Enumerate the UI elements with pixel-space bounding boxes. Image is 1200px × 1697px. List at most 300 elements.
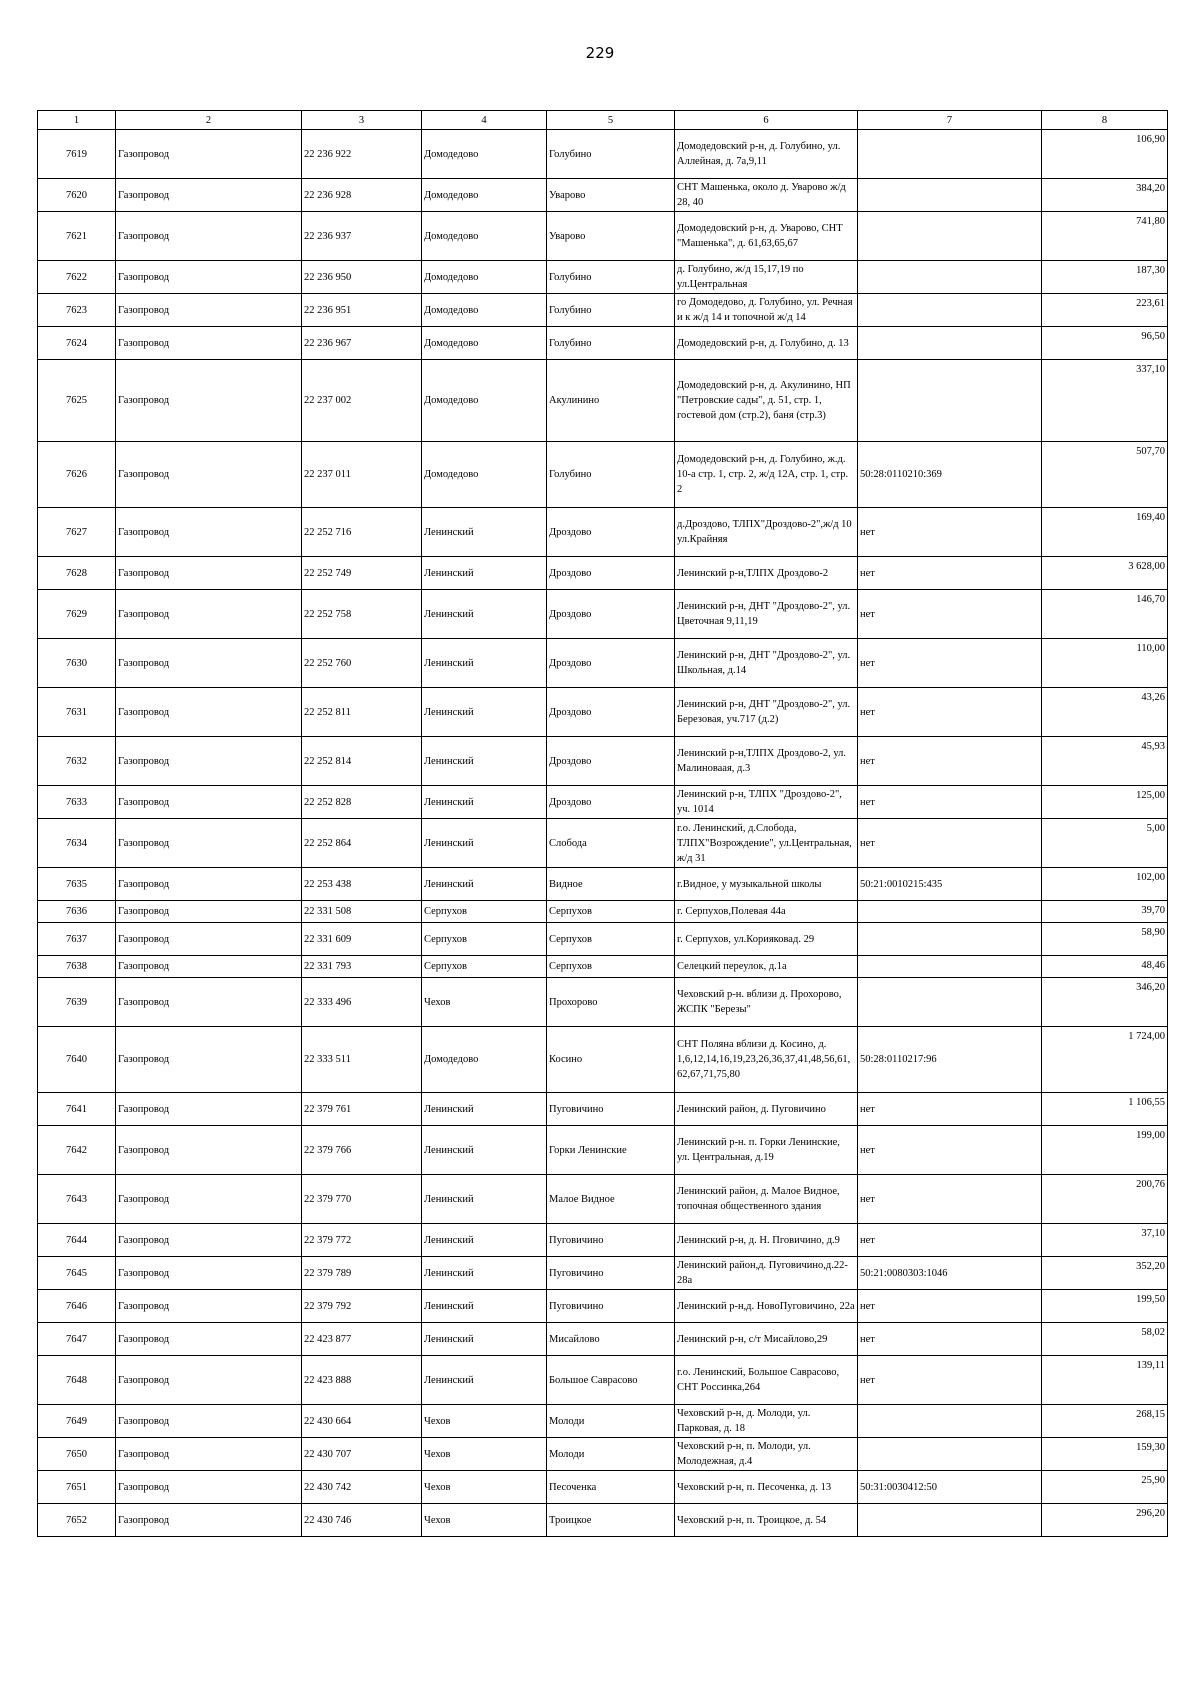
table-row <box>38 1504 1168 1537</box>
locality-cell: Мисайлово <box>547 1323 675 1356</box>
locality-cell: Голубино <box>547 130 675 179</box>
object-code-cell: 22 236 950 <box>302 261 422 294</box>
row-number-cell: 7650 <box>38 1438 116 1471</box>
address-cell: Ленинский р-н, ДНТ "Дроздово-2", ул. Школьная, д.14 <box>675 639 858 688</box>
address-cell: Ленинский р-н. п. Горки Ленинские, ул. Центральная, д.19 <box>675 1126 858 1175</box>
cadastral-number-cell: 50:21:0080303:1046 <box>858 1257 1042 1290</box>
locality-cell: Голубино <box>547 442 675 508</box>
value-cell: 384,20 <box>1042 179 1168 212</box>
row-number-cell: 7643 <box>38 1175 116 1224</box>
address-cell: Селецкий переулок, д.1а <box>675 956 858 978</box>
row-number-cell: 7619 <box>38 130 116 179</box>
value-cell: 43,26 <box>1042 688 1168 737</box>
district-cell: Чехов <box>422 1438 547 1471</box>
locality-cell: Видное <box>547 868 675 901</box>
district-cell: Чехов <box>422 1471 547 1504</box>
district-cell: Ленинский <box>422 868 547 901</box>
table-row <box>38 901 1168 923</box>
district-cell: Ленинский <box>422 819 547 868</box>
cadastral-number-cell: нет <box>858 1175 1042 1224</box>
locality-cell: Дроздово <box>547 590 675 639</box>
row-number-cell: 7621 <box>38 212 116 261</box>
cadastral-number-cell <box>858 1504 1042 1537</box>
locality-cell: Дроздово <box>547 639 675 688</box>
row-number-cell: 7649 <box>38 1405 116 1438</box>
object-type-cell: Газопровод <box>116 1027 302 1093</box>
cadastral-number-cell <box>858 956 1042 978</box>
value-cell: 352,20 <box>1042 1257 1168 1290</box>
address-cell: Чеховский р-н, п. Троицкое, д. 54 <box>675 1504 858 1537</box>
row-number-cell: 7648 <box>38 1356 116 1405</box>
locality-cell: Дроздово <box>547 508 675 557</box>
district-cell: Ленинский <box>422 639 547 688</box>
address-cell: д. Голубино, ж/д 15,17,19 по ул.Центральная <box>675 261 858 294</box>
cadastral-number-cell <box>858 901 1042 923</box>
cadastral-number-cell <box>858 294 1042 327</box>
table-row <box>38 1323 1168 1356</box>
table-row <box>38 327 1168 360</box>
locality-cell: Горки Ленинские <box>547 1126 675 1175</box>
value-cell: 146,70 <box>1042 590 1168 639</box>
locality-cell: Дроздово <box>547 786 675 819</box>
table-row <box>38 1027 1168 1093</box>
object-code-cell: 22 237 002 <box>302 360 422 442</box>
value-cell: 48,46 <box>1042 956 1168 978</box>
object-type-cell: Газопровод <box>116 261 302 294</box>
district-cell: Ленинский <box>422 1323 547 1356</box>
district-cell: Ленинский <box>422 590 547 639</box>
locality-cell: Голубино <box>547 327 675 360</box>
cadastral-number-cell <box>858 212 1042 261</box>
locality-cell: Серпухов <box>547 956 675 978</box>
row-number-cell: 7645 <box>38 1257 116 1290</box>
value-cell: 125,00 <box>1042 786 1168 819</box>
row-number-cell: 7646 <box>38 1290 116 1323</box>
value-cell: 58,90 <box>1042 923 1168 956</box>
object-code-cell: 22 252 828 <box>302 786 422 819</box>
object-code-cell: 22 379 770 <box>302 1175 422 1224</box>
table-row <box>38 868 1168 901</box>
district-cell: Серпухов <box>422 956 547 978</box>
object-type-cell: Газопровод <box>116 901 302 923</box>
locality-cell: Серпухов <box>547 901 675 923</box>
table-row <box>38 639 1168 688</box>
locality-cell: Песоченка <box>547 1471 675 1504</box>
value-cell: 296,20 <box>1042 1504 1168 1537</box>
object-code-cell: 22 236 951 <box>302 294 422 327</box>
district-cell: Чехов <box>422 978 547 1027</box>
value-cell: 1 724,00 <box>1042 1027 1168 1093</box>
cadastral-number-cell <box>858 130 1042 179</box>
object-type-cell: Газопровод <box>116 212 302 261</box>
district-cell: Домодедово <box>422 212 547 261</box>
district-cell: Ленинский <box>422 1093 547 1126</box>
district-cell: Домодедово <box>422 360 547 442</box>
object-code-cell: 22 236 928 <box>302 179 422 212</box>
address-cell: СНТ Машенька, около д. Уварово ж/д 28, 40 <box>675 179 858 212</box>
value-cell: 58,02 <box>1042 1323 1168 1356</box>
object-code-cell: 22 252 716 <box>302 508 422 557</box>
district-cell: Ленинский <box>422 1290 547 1323</box>
locality-cell: Слобода <box>547 819 675 868</box>
row-number-cell: 7628 <box>38 557 116 590</box>
row-number-cell: 7647 <box>38 1323 116 1356</box>
value-cell: 507,70 <box>1042 442 1168 508</box>
object-code-cell: 22 252 814 <box>302 737 422 786</box>
table-row <box>38 956 1168 978</box>
object-code-cell: 22 331 793 <box>302 956 422 978</box>
value-cell: 346,20 <box>1042 978 1168 1027</box>
object-type-cell: Газопровод <box>116 639 302 688</box>
table-row <box>38 261 1168 294</box>
object-code-cell: 22 430 664 <box>302 1405 422 1438</box>
row-number-cell: 7630 <box>38 639 116 688</box>
table-row <box>38 130 1168 179</box>
value-cell: 337,10 <box>1042 360 1168 442</box>
object-type-cell: Газопровод <box>116 1438 302 1471</box>
object-code-cell: 22 379 761 <box>302 1093 422 1126</box>
cadastral-number-cell <box>858 923 1042 956</box>
cadastral-number-cell <box>858 261 1042 294</box>
address-cell: Чеховский р-н, д. Молоди, ул. Парковая, д. 18 <box>675 1405 858 1438</box>
object-type-cell: Газопровод <box>116 1405 302 1438</box>
row-number-cell: 7642 <box>38 1126 116 1175</box>
district-cell: Ленинский <box>422 557 547 590</box>
object-type-cell: Газопровод <box>116 1504 302 1537</box>
object-code-cell: 22 430 742 <box>302 1471 422 1504</box>
object-type-cell: Газопровод <box>116 327 302 360</box>
row-number-cell: 7639 <box>38 978 116 1027</box>
address-cell: Ленинский район, д. Малое Видное, топочная общественного здания <box>675 1175 858 1224</box>
registry-table <box>37 110 1168 1537</box>
object-code-cell: 22 333 511 <box>302 1027 422 1093</box>
address-cell: Домодедовский р-н, д. Голубино, д. 13 <box>675 327 858 360</box>
value-cell: 139,11 <box>1042 1356 1168 1405</box>
row-number-cell: 7631 <box>38 688 116 737</box>
column-header: 3 <box>302 111 422 130</box>
district-cell: Серпухов <box>422 923 547 956</box>
object-type-cell: Газопровод <box>116 1356 302 1405</box>
table-row <box>38 1126 1168 1175</box>
row-number-cell: 7641 <box>38 1093 116 1126</box>
object-type-cell: Газопровод <box>116 688 302 737</box>
table-row <box>38 360 1168 442</box>
object-code-cell: 22 430 746 <box>302 1504 422 1537</box>
locality-cell: Большое Саврасово <box>547 1356 675 1405</box>
object-type-cell: Газопровод <box>116 179 302 212</box>
row-number-cell: 7652 <box>38 1504 116 1537</box>
address-cell: Ленинский р-н,д. НовоПуговичино, 22а <box>675 1290 858 1323</box>
district-cell: Ленинский <box>422 688 547 737</box>
cadastral-number-cell: нет <box>858 688 1042 737</box>
district-cell: Ленинский <box>422 1175 547 1224</box>
object-type-cell: Газопровод <box>116 1290 302 1323</box>
row-number-cell: 7635 <box>38 868 116 901</box>
column-header: 5 <box>547 111 675 130</box>
object-code-cell: 22 379 789 <box>302 1257 422 1290</box>
object-type-cell: Газопровод <box>116 442 302 508</box>
cadastral-number-cell <box>858 978 1042 1027</box>
value-cell: 199,50 <box>1042 1290 1168 1323</box>
address-cell: Ленинский р-н, ДНТ "Дроздово-2", ул. Березовая, уч.717 (д.2) <box>675 688 858 737</box>
table-row <box>38 1438 1168 1471</box>
address-cell: Домодедовский р-н, д. Уварово, СНТ "Машенька", д. 61,63,65,67 <box>675 212 858 261</box>
table-row <box>38 1175 1168 1224</box>
cadastral-number-cell: нет <box>858 1356 1042 1405</box>
locality-cell: Молоди <box>547 1405 675 1438</box>
locality-cell: Уварово <box>547 179 675 212</box>
table-row <box>38 786 1168 819</box>
object-code-cell: 22 236 922 <box>302 130 422 179</box>
cadastral-number-cell: нет <box>858 786 1042 819</box>
cadastral-number-cell: нет <box>858 1126 1042 1175</box>
district-cell: Чехов <box>422 1504 547 1537</box>
table-row <box>38 1405 1168 1438</box>
value-cell: 25,90 <box>1042 1471 1168 1504</box>
object-code-cell: 22 252 758 <box>302 590 422 639</box>
address-cell: Домодедовский р-н, д. Акулинино, НП "Петровские сады", д. 51, стр. 1, гостевой дом (стр.2), баня (стр.3) <box>675 360 858 442</box>
object-type-cell: Газопровод <box>116 557 302 590</box>
value-cell: 159,30 <box>1042 1438 1168 1471</box>
address-cell: Ленинский р-н,ТЛПХ Дроздово-2 <box>675 557 858 590</box>
table-row <box>38 819 1168 868</box>
object-code-cell: 22 333 496 <box>302 978 422 1027</box>
table-row <box>38 508 1168 557</box>
row-number-cell: 7644 <box>38 1224 116 1257</box>
table-row <box>38 1290 1168 1323</box>
object-type-cell: Газопровод <box>116 1093 302 1126</box>
value-cell: 37,10 <box>1042 1224 1168 1257</box>
locality-cell: Малое Видное <box>547 1175 675 1224</box>
district-cell: Домодедово <box>422 179 547 212</box>
object-code-cell: 22 252 760 <box>302 639 422 688</box>
value-cell: 169,40 <box>1042 508 1168 557</box>
district-cell: Ленинский <box>422 508 547 557</box>
district-cell: Ленинский <box>422 1356 547 1405</box>
cadastral-number-cell: нет <box>858 737 1042 786</box>
address-cell: г.о. Ленинский, Большое Саврасово, СНТ Россинка,264 <box>675 1356 858 1405</box>
locality-cell: Дроздово <box>547 688 675 737</box>
object-type-cell: Газопровод <box>116 923 302 956</box>
value-cell: 96,50 <box>1042 327 1168 360</box>
cadastral-number-cell: 50:28:0110217:96 <box>858 1027 1042 1093</box>
address-cell: г. Серпухов, ул.Корияковад. 29 <box>675 923 858 956</box>
district-cell: Ленинский <box>422 1257 547 1290</box>
object-type-cell: Газопровод <box>116 1175 302 1224</box>
address-cell: Ленинский р-н, ТЛПХ "Дроздово-2", уч. 1014 <box>675 786 858 819</box>
object-type-cell: Газопровод <box>116 1257 302 1290</box>
address-cell: г.Видное, у музыкальной школы <box>675 868 858 901</box>
table-row <box>38 179 1168 212</box>
address-cell: д.Дроздово, ТЛПХ"Дроздово-2",ж/д 10 ул.Крайняя <box>675 508 858 557</box>
district-cell: Домодедово <box>422 1027 547 1093</box>
cadastral-number-cell: нет <box>858 819 1042 868</box>
district-cell: Ленинский <box>422 786 547 819</box>
address-cell: Ленинский район, д. Пуговичино <box>675 1093 858 1126</box>
locality-cell: Уварово <box>547 212 675 261</box>
row-number-cell: 7622 <box>38 261 116 294</box>
district-cell: Домодедово <box>422 261 547 294</box>
row-number-cell: 7640 <box>38 1027 116 1093</box>
value-cell: 39,70 <box>1042 901 1168 923</box>
row-number-cell: 7623 <box>38 294 116 327</box>
locality-cell: Пуговичино <box>547 1093 675 1126</box>
table-row <box>38 737 1168 786</box>
value-cell: 187,30 <box>1042 261 1168 294</box>
value-cell: 223,61 <box>1042 294 1168 327</box>
value-cell: 199,00 <box>1042 1126 1168 1175</box>
address-cell: Ленинский район,д. Пуговичино,д.22-28а <box>675 1257 858 1290</box>
address-cell: Ленинский р-н, ДНТ "Дроздово-2", ул. Цветочная 9,11,19 <box>675 590 858 639</box>
object-type-cell: Газопровод <box>116 360 302 442</box>
row-number-cell: 7620 <box>38 179 116 212</box>
locality-cell: Дроздово <box>547 557 675 590</box>
row-number-cell: 7625 <box>38 360 116 442</box>
district-cell: Серпухов <box>422 901 547 923</box>
row-number-cell: 7626 <box>38 442 116 508</box>
value-cell: 200,76 <box>1042 1175 1168 1224</box>
object-code-cell: 22 430 707 <box>302 1438 422 1471</box>
value-cell: 1 106,55 <box>1042 1093 1168 1126</box>
cadastral-number-cell: нет <box>858 1093 1042 1126</box>
object-code-cell: 22 236 967 <box>302 327 422 360</box>
cadastral-number-cell: нет <box>858 639 1042 688</box>
address-cell: Ленинский р-н,ТЛПХ Дроздово-2, ул. Малиноваая, д.3 <box>675 737 858 786</box>
column-header: 8 <box>1042 111 1168 130</box>
value-cell: 45,93 <box>1042 737 1168 786</box>
address-cell: Ленинский р-н, д. Н. Пговичино, д.9 <box>675 1224 858 1257</box>
value-cell: 5,00 <box>1042 819 1168 868</box>
column-header: 7 <box>858 111 1042 130</box>
locality-cell: Пуговичино <box>547 1290 675 1323</box>
locality-cell: Молоди <box>547 1438 675 1471</box>
locality-cell: Прохорово <box>547 978 675 1027</box>
district-cell: Ленинский <box>422 1224 547 1257</box>
object-type-cell: Газопровод <box>116 1471 302 1504</box>
value-cell: 268,15 <box>1042 1405 1168 1438</box>
object-type-cell: Газопровод <box>116 1323 302 1356</box>
object-code-cell: 22 379 792 <box>302 1290 422 1323</box>
column-header: 2 <box>116 111 302 130</box>
cadastral-number-cell: нет <box>858 1323 1042 1356</box>
table-row <box>38 590 1168 639</box>
object-type-cell: Газопровод <box>116 868 302 901</box>
row-number-cell: 7624 <box>38 327 116 360</box>
district-cell: Домодедово <box>422 327 547 360</box>
cadastral-number-cell: нет <box>858 508 1042 557</box>
object-code-cell: 22 252 811 <box>302 688 422 737</box>
address-cell: го Домодедово, д. Голубино, ул. Речная и к ж/д 14 и топочной ж/д 14 <box>675 294 858 327</box>
column-header: 6 <box>675 111 858 130</box>
object-code-cell: 22 331 508 <box>302 901 422 923</box>
row-number-cell: 7651 <box>38 1471 116 1504</box>
table-row <box>38 212 1168 261</box>
table-header-row <box>38 111 1168 130</box>
cadastral-number-cell: нет <box>858 590 1042 639</box>
cadastral-number-cell: нет <box>858 557 1042 590</box>
object-code-cell: 22 253 438 <box>302 868 422 901</box>
district-cell: Домодедово <box>422 130 547 179</box>
object-code-cell: 22 379 772 <box>302 1224 422 1257</box>
value-cell: 3 628,00 <box>1042 557 1168 590</box>
column-header: 4 <box>422 111 547 130</box>
object-type-cell: Газопровод <box>116 590 302 639</box>
object-type-cell: Газопровод <box>116 956 302 978</box>
district-cell: Ленинский <box>422 737 547 786</box>
cadastral-number-cell <box>858 1438 1042 1471</box>
locality-cell: Пуговичино <box>547 1257 675 1290</box>
page-number: 229 <box>585 44 615 62</box>
cadastral-number-cell <box>858 179 1042 212</box>
cadastral-number-cell: нет <box>858 1224 1042 1257</box>
district-cell: Чехов <box>422 1405 547 1438</box>
table-row <box>38 294 1168 327</box>
cadastral-number-cell: 50:21:0010215:435 <box>858 868 1042 901</box>
locality-cell: Дроздово <box>547 737 675 786</box>
locality-cell: Голубино <box>547 294 675 327</box>
object-type-cell: Газопровод <box>116 130 302 179</box>
locality-cell: Голубино <box>547 261 675 294</box>
object-type-cell: Газопровод <box>116 819 302 868</box>
cadastral-number-cell <box>858 327 1042 360</box>
column-header: 1 <box>38 111 116 130</box>
table-row <box>38 978 1168 1027</box>
locality-cell: Пуговичино <box>547 1224 675 1257</box>
table-row <box>38 688 1168 737</box>
address-cell: г. Серпухов,Полевая 44а <box>675 901 858 923</box>
address-cell: Домодедовский р-н, д. Голубино, ул. Аллейная, д. 7а,9,11 <box>675 130 858 179</box>
object-code-cell: 22 252 864 <box>302 819 422 868</box>
address-cell: Чеховский р-н, п. Песоченка, д. 13 <box>675 1471 858 1504</box>
row-number-cell: 7634 <box>38 819 116 868</box>
object-code-cell: 22 423 877 <box>302 1323 422 1356</box>
object-type-cell: Газопровод <box>116 1126 302 1175</box>
locality-cell: Серпухов <box>547 923 675 956</box>
object-code-cell: 22 252 749 <box>302 557 422 590</box>
row-number-cell: 7627 <box>38 508 116 557</box>
table-row <box>38 557 1168 590</box>
object-type-cell: Газопровод <box>116 1224 302 1257</box>
row-number-cell: 7636 <box>38 901 116 923</box>
object-type-cell: Газопровод <box>116 786 302 819</box>
table-row <box>38 1257 1168 1290</box>
cadastral-number-cell <box>858 1405 1042 1438</box>
address-cell: Домодедовский р-н, д. Голубино, ж.д. 10-а стр. 1, стр. 2, ж/д 12А, стр. 1, стр. 2 <box>675 442 858 508</box>
address-cell: Чеховский р-н, п. Молоди, ул. Молодежная, д.4 <box>675 1438 858 1471</box>
value-cell: 110,00 <box>1042 639 1168 688</box>
object-code-cell: 22 237 011 <box>302 442 422 508</box>
locality-cell: Косино <box>547 1027 675 1093</box>
locality-cell: Акулинино <box>547 360 675 442</box>
district-cell: Ленинский <box>422 1126 547 1175</box>
value-cell: 106,90 <box>1042 130 1168 179</box>
address-cell: Чеховский р-н. вблизи д. Прохорово, ЖСПК "Березы" <box>675 978 858 1027</box>
table-row <box>38 1093 1168 1126</box>
cadastral-number-cell: нет <box>858 1290 1042 1323</box>
value-cell: 741,80 <box>1042 212 1168 261</box>
value-cell: 102,00 <box>1042 868 1168 901</box>
object-type-cell: Газопровод <box>116 294 302 327</box>
table-row <box>38 1224 1168 1257</box>
table-row <box>38 923 1168 956</box>
cadastral-number-cell: 50:28:0110210:369 <box>858 442 1042 508</box>
cadastral-number-cell: 50:31:0030412:50 <box>858 1471 1042 1504</box>
district-cell: Домодедово <box>422 442 547 508</box>
locality-cell: Троицкое <box>547 1504 675 1537</box>
object-type-cell: Газопровод <box>116 737 302 786</box>
object-code-cell: 22 423 888 <box>302 1356 422 1405</box>
object-type-cell: Газопровод <box>116 508 302 557</box>
